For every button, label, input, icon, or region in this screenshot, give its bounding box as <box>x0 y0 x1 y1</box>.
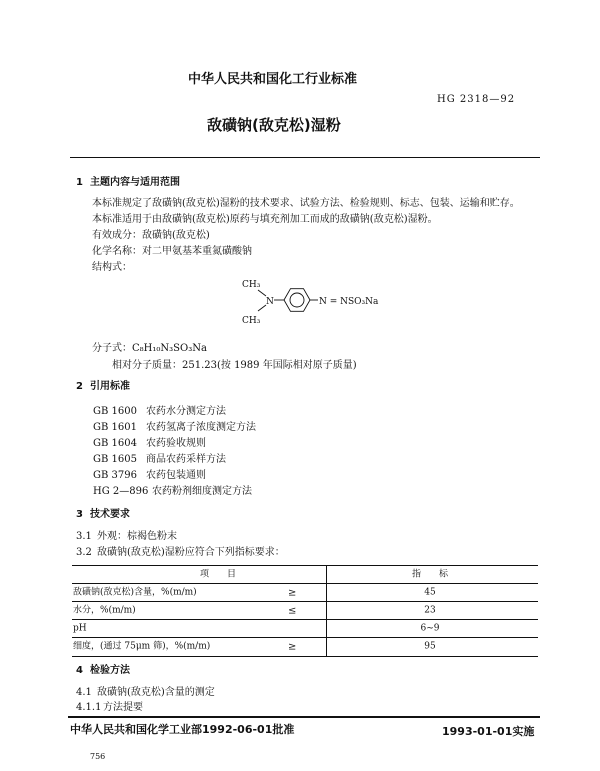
molecular-mass: 相对分子质量：251.23(按 1989 年国际相对原子质量) <box>112 360 357 371</box>
doc-title: 敌磺钠(敌克松)湿粉 <box>207 116 341 134</box>
clause-text: 敌磺钠(敌克松)湿粉应符合下列指标要求： <box>97 547 285 558</box>
table-cell-value: 23 <box>424 605 436 615</box>
clause-number: 3.2 <box>76 547 92 558</box>
table-row <box>72 620 538 638</box>
benzene-ring-inner <box>290 293 304 307</box>
table-cell-item: pH <box>73 623 87 633</box>
bond-upper <box>258 290 266 296</box>
reference-title: 农药粉剂细度测定方法 <box>152 486 252 497</box>
table-header-row <box>72 566 538 584</box>
table-cell-value: 95 <box>424 641 436 652</box>
footer-rule <box>68 716 540 718</box>
azo-group-label: N = NSO₃Na <box>319 297 379 307</box>
active-ingredient: 有效成分：敌磺钠(敌克松) <box>92 230 210 241</box>
molecular-formula: 分子式：C₈H₁₀N₃SO₃Na <box>92 343 207 354</box>
chemical-name: 化学名称：对二甲氨基苯重氮磺酸钠 <box>92 246 252 257</box>
scope-paragraph: 本标准规定了敌磺钠(敌克松)湿粉的技术要求、试验方法、检验规则、标志、包装、运输和贮存。 <box>92 198 520 209</box>
methyl-top-label: CH₃ <box>242 280 261 290</box>
page-number: 756 <box>90 752 106 761</box>
reference-code: GB 3796 <box>93 470 137 481</box>
bond-lower <box>258 305 266 311</box>
standard-code: HG 2318—92 <box>437 94 516 105</box>
table-cell-item: 敌磺钠(敌克松)含量，%(m/m) <box>73 587 197 597</box>
effective-date: 1993-01-01实施 <box>442 725 535 738</box>
section-number: 2 <box>76 381 83 392</box>
reference-code: GB 1600 <box>93 406 137 417</box>
table-row <box>72 638 538 656</box>
table-cell-operator: ≥ <box>288 587 297 598</box>
table-cell-operator: ≥ <box>288 641 297 653</box>
clause-text: 外观：棕褐色粉末 <box>97 531 177 542</box>
header-rule <box>70 157 540 158</box>
reference-code: GB 1605 <box>93 454 137 465</box>
table-cell-value: 45 <box>424 587 436 597</box>
benzene-ring <box>284 289 310 312</box>
clause-text: 方法提要 <box>103 702 143 713</box>
table-cell-operator: ≤ <box>288 605 297 616</box>
clause-number: 4.1.1 <box>76 702 102 713</box>
section-title: 引用标准 <box>90 381 130 392</box>
reference-title: 农药氢离子浓度测定方法 <box>146 422 256 433</box>
table-cell-value: 6~9 <box>420 623 440 633</box>
org-title: 中华人民共和国化工行业标准 <box>188 72 358 87</box>
table-row <box>72 584 538 602</box>
methyl-bottom-label: CH₃ <box>242 316 261 326</box>
reference-title: 农药包装通则 <box>146 470 206 481</box>
clause-text: 敌磺钠(敌克松)含量的测定 <box>97 687 215 698</box>
reference-title: 农药水分测定方法 <box>146 406 226 417</box>
clause-number: 3.1 <box>76 531 92 542</box>
amine-nitrogen-label: N <box>266 297 274 307</box>
table-header-item: 项 目 <box>200 569 237 579</box>
section-number: 1 <box>76 177 83 188</box>
reference-title: 农药验收规则 <box>146 438 206 449</box>
structure-label: 结构式： <box>92 262 132 273</box>
structural-formula <box>236 274 386 330</box>
applicability-paragraph: 本标准适用于由敌磺钠(敌克松)原药与填充剂加工而成的敌磺钠(敌克松)湿粉。 <box>92 214 438 225</box>
table-row <box>72 602 538 620</box>
spec-table <box>72 565 538 657</box>
section-number: 4 <box>76 665 83 676</box>
section-title: 主题内容与适用范围 <box>90 177 180 188</box>
section-title: 检验方法 <box>90 665 130 676</box>
reference-title: 商品农药采样方法 <box>146 454 226 465</box>
section-number: 3 <box>76 509 83 520</box>
clause-number: 4.1 <box>76 687 92 698</box>
reference-code: HG 2—896 <box>93 486 149 497</box>
table-header-value: 指 标 <box>411 569 448 579</box>
reference-code: GB 1604 <box>93 438 137 449</box>
reference-code: GB 1601 <box>93 422 137 433</box>
table-cell-item: 细度，(通过 75μm 筛)，%(m/m) <box>73 641 211 652</box>
approval-line: 中华人民共和国化学工业部1992-06-01批准 <box>70 723 295 736</box>
section-title: 技术要求 <box>90 509 130 520</box>
table-cell-item: 水分，%(m/m) <box>73 605 136 615</box>
